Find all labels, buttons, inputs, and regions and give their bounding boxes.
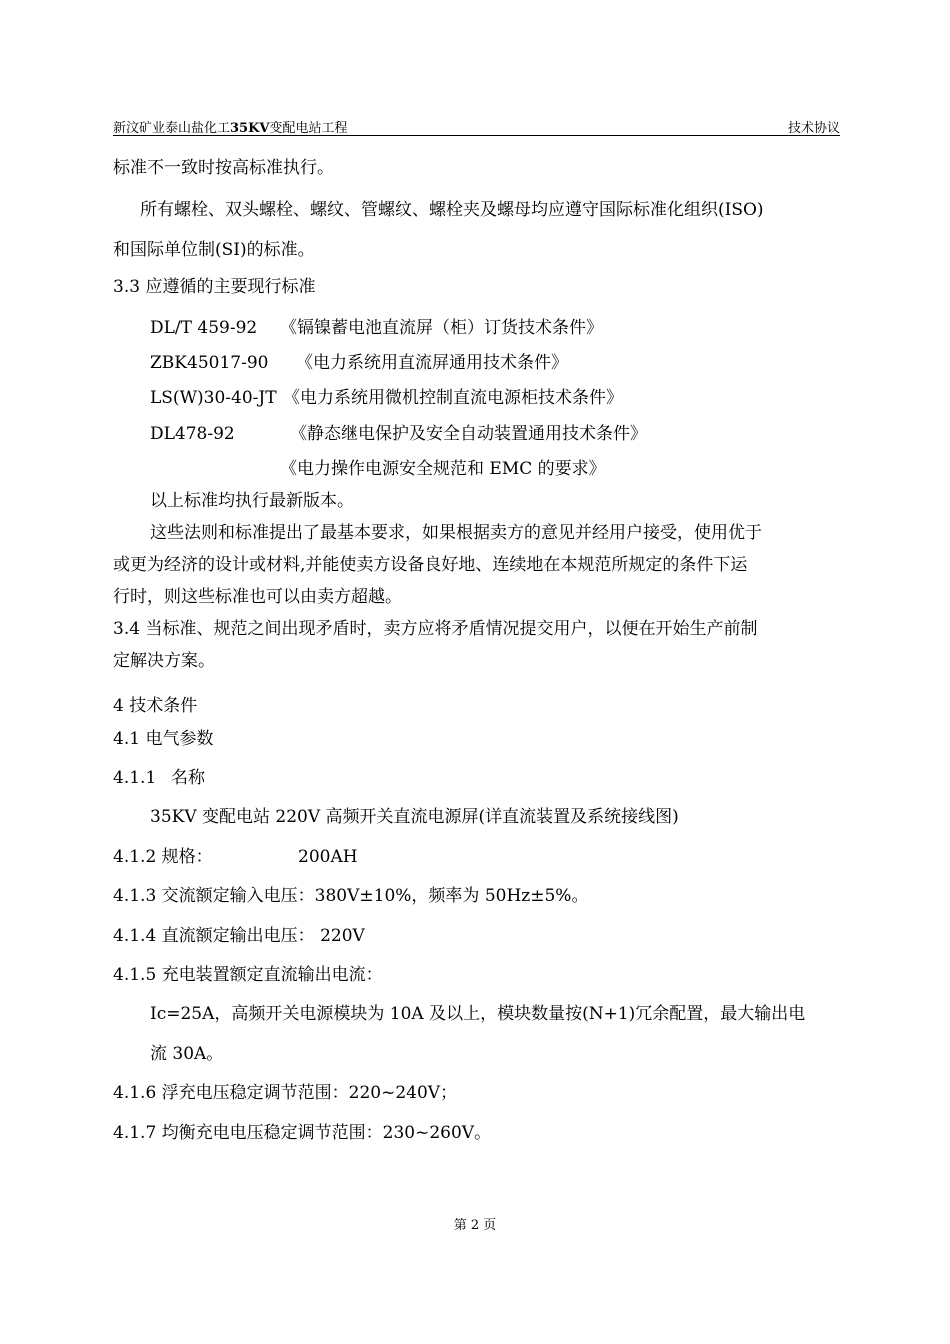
- page-number: 第 2 页: [453, 1218, 497, 1233]
- clause-line: 4.1.3 交流额定输入电压：380V±10%，频率为 50Hz±5%。: [113, 886, 589, 906]
- standard-code: DL/T 459-92: [150, 318, 258, 338]
- standard-code: DL478-92: [150, 424, 235, 444]
- standard-code: ZBK45017-90: [150, 353, 269, 373]
- clause-number: 4.1.1: [113, 768, 157, 788]
- clause-line: 4.1.4 直流额定输出电压： 220V: [113, 926, 365, 946]
- paragraph-line: 标准不一致时按高标准执行。: [113, 158, 334, 178]
- page-header: [113, 115, 840, 136]
- clause-line: 4.1.7 均衡充电电压稳定调节范围：230~260V。: [113, 1123, 492, 1143]
- clause-line: 4.1.6 浮充电压稳定调节范围：220~240V；: [113, 1083, 458, 1103]
- header-title-suffix: 变配电站工程: [269, 121, 348, 136]
- clause-label: 4.1.2 规格：: [113, 847, 213, 867]
- clause-value: 200AH: [298, 847, 358, 867]
- paragraph-line: 35KV 变配电站 220V 高频开关直流电源屏(详直流装置及系统接线图): [150, 807, 679, 827]
- standard-title: 《电力系统用微机控制直流电源柜技术条件》: [283, 388, 623, 408]
- clause-line: 4.1.5 充电装置额定直流输出电流：: [113, 965, 383, 985]
- standard-title: 《镉镍蓄电池直流屏（柜）订货技术条件》: [280, 318, 603, 338]
- paragraph-line: 或更为经济的设计或材料,并能使卖方设备良好地、连续地在本规范所规定的条件下运: [113, 555, 748, 575]
- paragraph-line: 流 30A。: [150, 1044, 224, 1064]
- header-doc-type: 技术协议: [787, 121, 840, 136]
- paragraph-line: 3.4 当标准、规范之间出现矛盾时，卖方应将矛盾情况提交用户，以便在开始生产前制: [113, 619, 758, 639]
- header-project-title: [113, 117, 348, 136]
- section-heading: 3.3 应遵循的主要现行标准: [113, 277, 316, 297]
- standard-title: 《静态继电保护及安全自动装置通用技术条件》: [290, 424, 647, 444]
- paragraph-line: Ic=25A，高频开关电源模块为 10A 及以上，模块数量按(N+1)冗余配置，最大输出电: [150, 1004, 806, 1024]
- header-title-bold: 35KV: [230, 121, 270, 136]
- subsection-heading: 4.1 电气参数: [113, 729, 214, 749]
- header-title-prefix: 新汶矿业泰山盐化工: [113, 121, 231, 136]
- standard-code: LS(W)30-40-JT: [150, 388, 277, 408]
- paragraph-line: 以上标准均执行最新版本。: [150, 491, 354, 511]
- standard-title: 《电力系统用直流屏通用技术条件》: [296, 353, 568, 373]
- paragraph-line: 所有螺栓、双头螺栓、螺纹、管螺纹、螺栓夹及螺母均应遵守国际标准化组织(ISO): [140, 200, 764, 220]
- paragraph-line: 行时，则这些标准也可以由卖方超越。: [113, 587, 402, 607]
- paragraph-line: 这些法则和标准提出了最基本要求，如果根据卖方的意见并经用户接受，使用优于: [150, 523, 762, 543]
- standard-title: 《电力操作电源安全规范和 EMC 的要求》: [280, 459, 606, 479]
- paragraph-line: 定解决方案。: [113, 651, 215, 671]
- paragraph-line: 和国际单位制(SI)的标准。: [113, 240, 315, 260]
- clause-text: 名称: [171, 768, 205, 788]
- section-heading: 4 技术条件: [113, 696, 198, 716]
